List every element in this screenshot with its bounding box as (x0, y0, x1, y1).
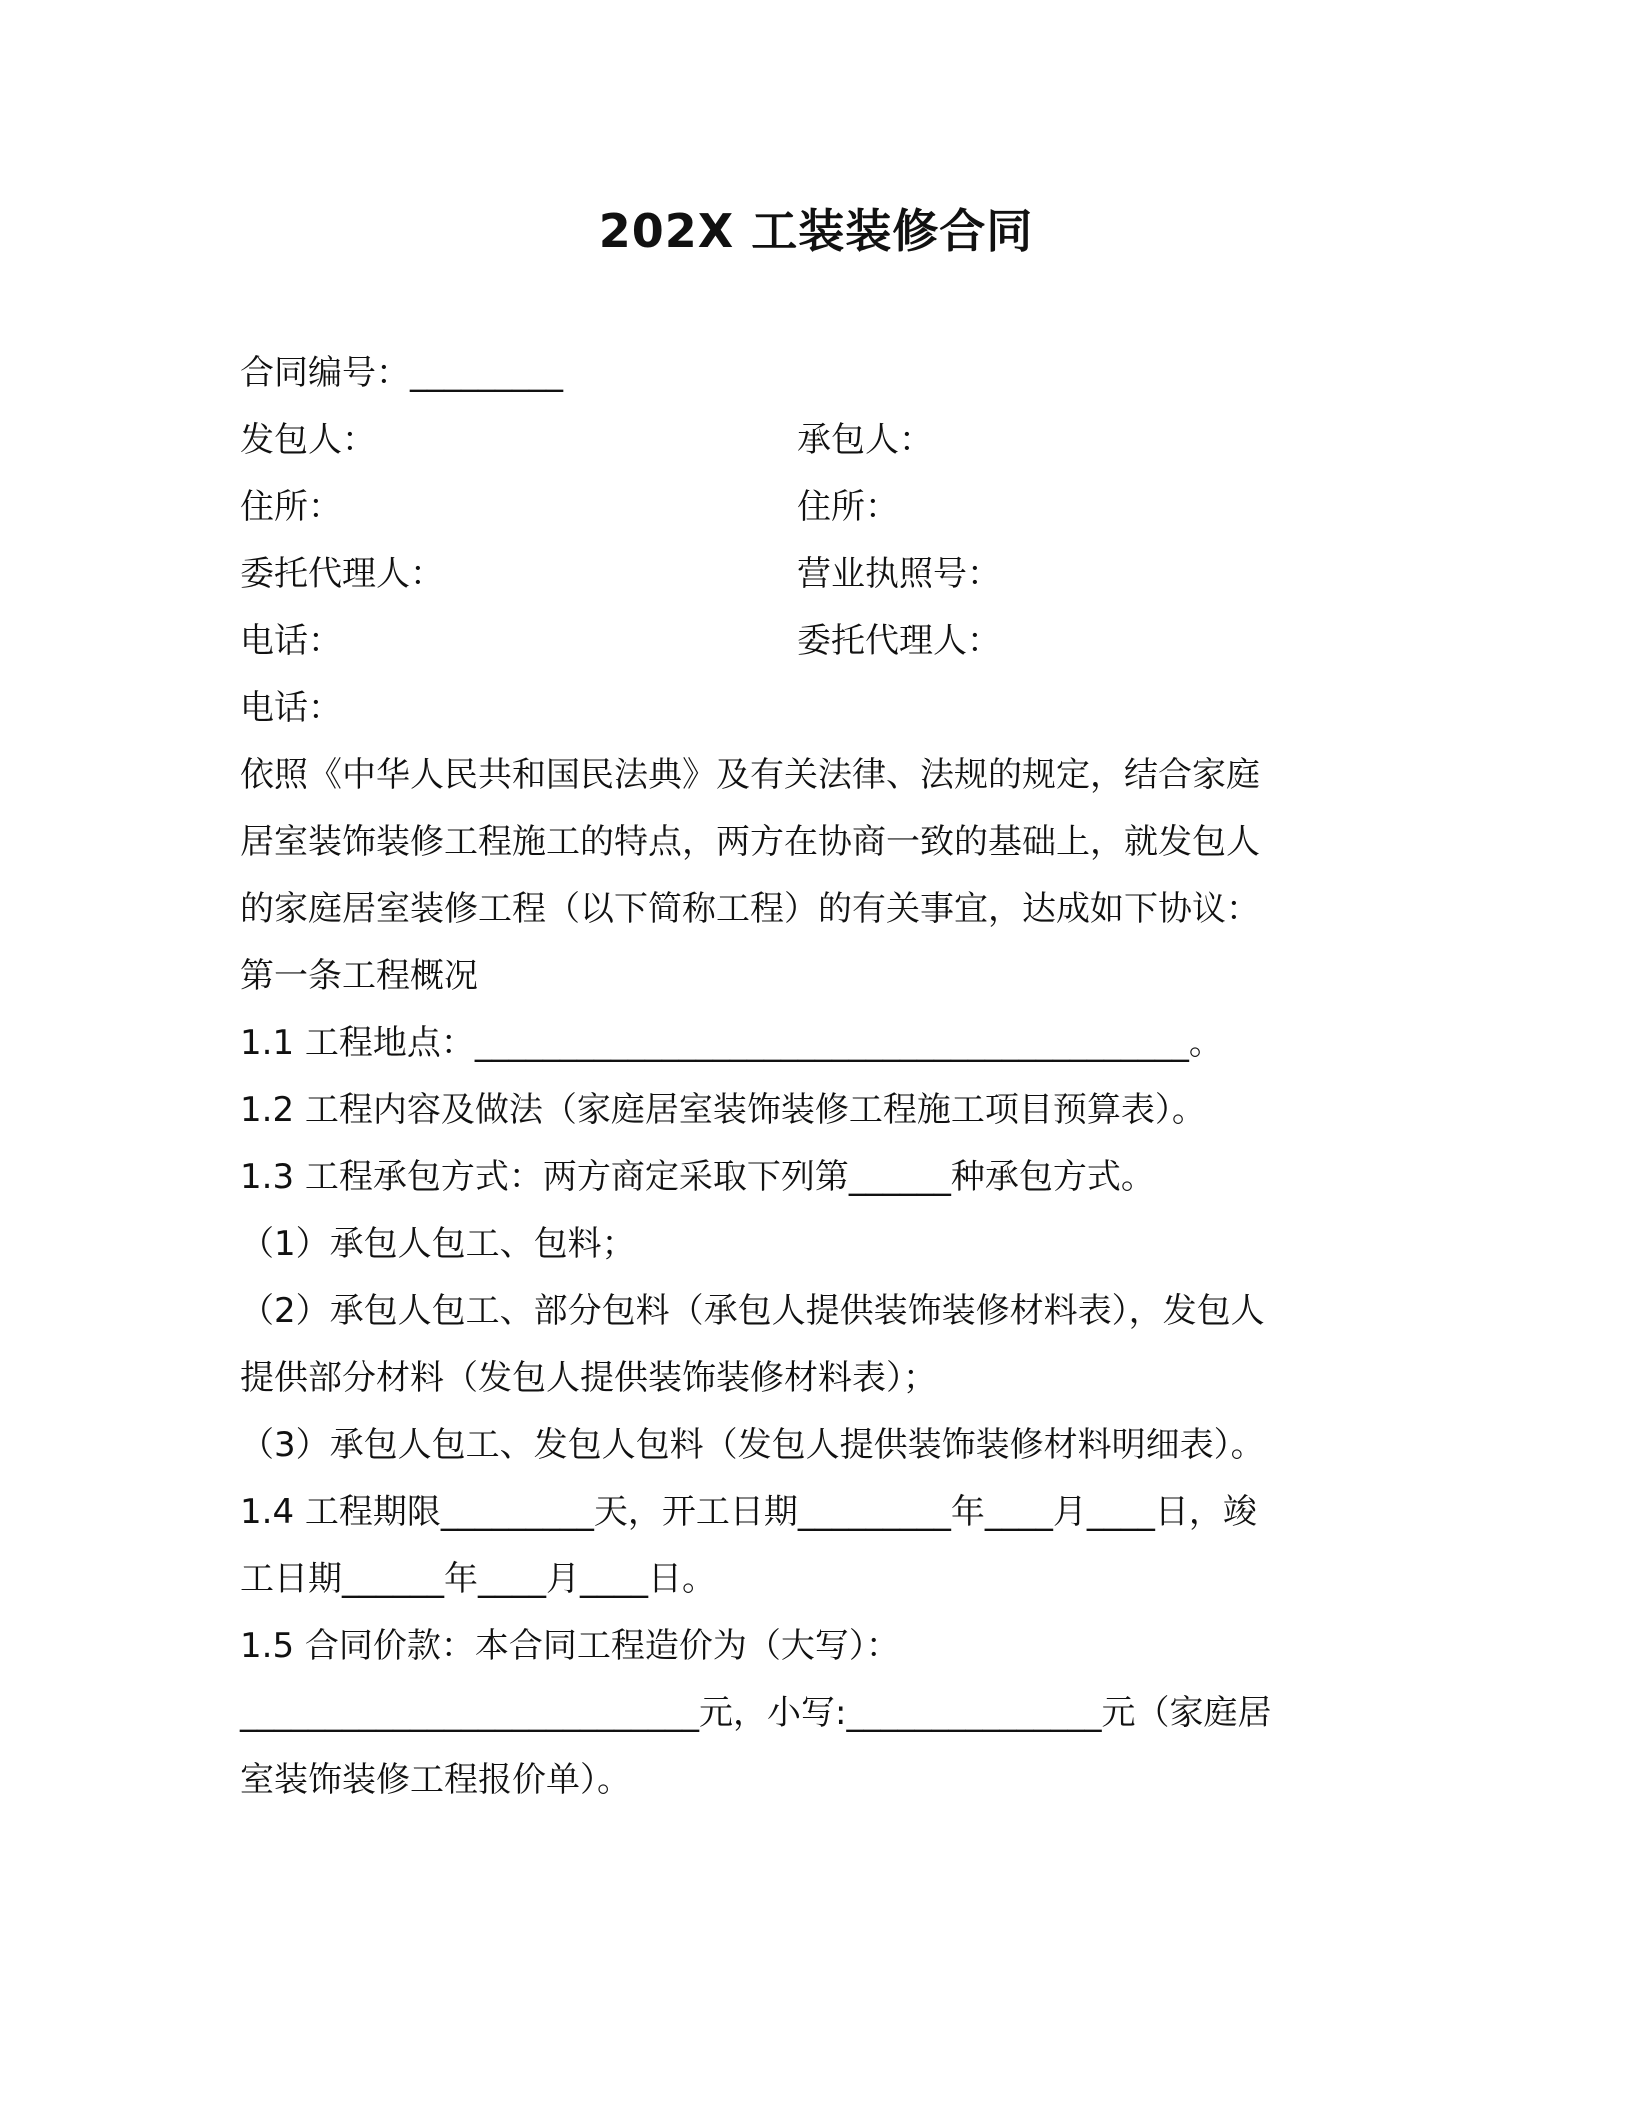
clause-line: 1.5 合同价款：本合同工程造价为（大写）： (240, 1626, 900, 1666)
clause-line: （1）承包人包工、包料； (240, 1224, 636, 1264)
employer-agent-label: 委托代理人： (240, 554, 444, 594)
article-heading: 第一条工程概况 (240, 956, 478, 996)
intro-line: 居室装饰装修工程施工的特点，两方在协商一致的基础上，就发包人 (240, 822, 1260, 862)
contractor-agent-label: 委托代理人： (797, 621, 1001, 661)
clause-line: 室装饰装修工程报价单）。 (240, 1760, 631, 1800)
employer-phone-label: 电话： (240, 621, 342, 661)
party-row (240, 407, 1390, 474)
intro-line: 的家庭居室装修工程（以下简称工程）的有关事宜，达成如下协议： (240, 889, 1260, 929)
clause-line: 1.2 工程内容及做法（家庭居室装饰装修工程施工项目预算表）。 (240, 1090, 1206, 1130)
clause-line: 1.4 工程期限_________天，开工日期_________年____月____日，竣 (240, 1492, 1257, 1532)
contractor-phone-label: 电话： (240, 688, 342, 728)
employer-address-label: 住所： (240, 487, 342, 527)
intro-line: 依照《中华人民共和国民法典》及有关法律、法规的规定，结合家庭 (240, 755, 1260, 795)
contractor-label: 承包人： (797, 420, 933, 460)
clause-line: （2）承包人包工、部分包料（承包人提供装饰装修材料表），发包人 (240, 1291, 1265, 1331)
business-license-label: 营业执照号： (797, 554, 1001, 594)
document-body (240, 340, 1390, 1814)
employer-label: 发包人： (240, 420, 376, 460)
contractor-address-label: 住所： (797, 487, 899, 527)
clause-line: 1.3 工程承包方式：两方商定采取下列第______种承包方式。 (240, 1157, 1155, 1197)
clause-line: 工日期______年____月____日。 (240, 1559, 716, 1599)
party-row (240, 541, 1390, 608)
clause-line: （3）承包人包工、发包人包料（发包人提供装饰装修材料明细表）。 (240, 1425, 1265, 1465)
party-row (240, 608, 1390, 675)
clause-line: ___________________________元，小写:_______________元（家庭居 (240, 1693, 1272, 1733)
party-row (240, 474, 1390, 541)
clause-line: 提供部分材料（发包人提供装饰装修材料表）； (240, 1358, 937, 1398)
contract-number: 合同编号：_________ (240, 353, 563, 393)
clause-line: 1.1 工程地点：__________________________________________。 (240, 1023, 1223, 1063)
document-title: 202X 工装装修合同 (598, 204, 1034, 258)
